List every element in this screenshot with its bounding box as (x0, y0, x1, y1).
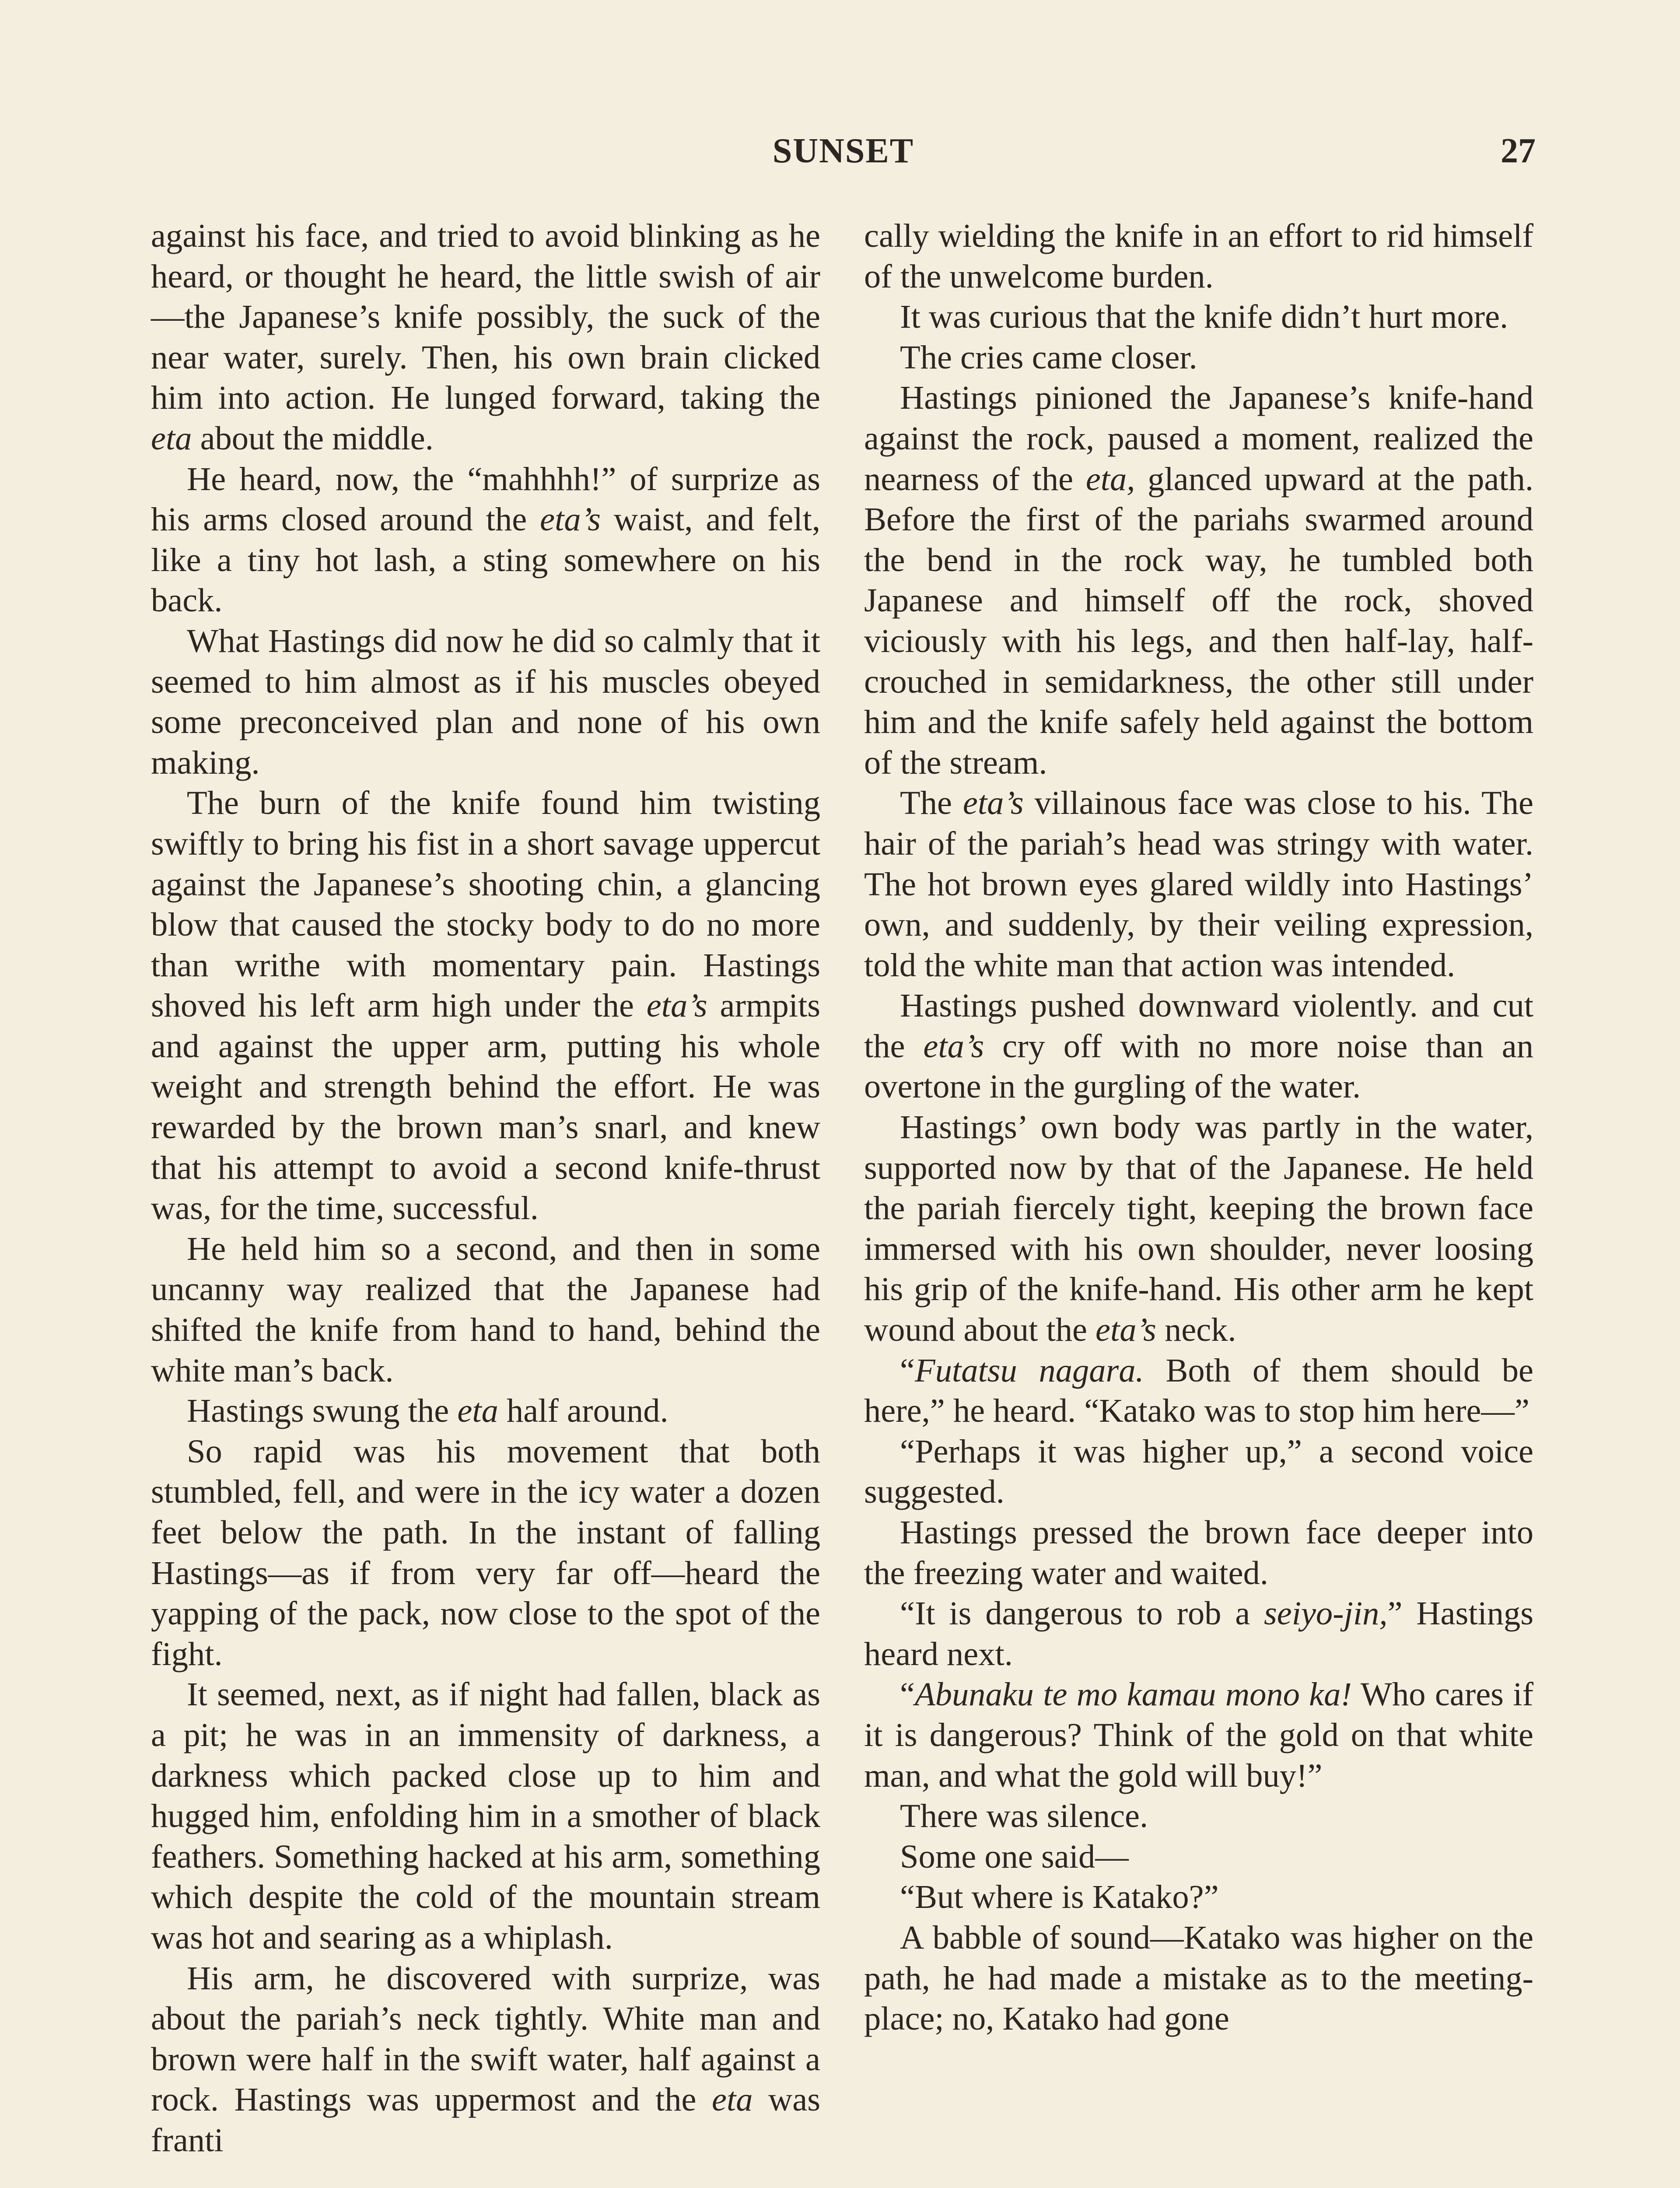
paragraph (864, 1350, 1533, 1431)
paragraph (864, 1918, 1533, 2039)
text-run: glanced upward at the path. Before the first of the pariahs swarmed around the bend in the rock way, he tumbled both Japanese and himself off the rock, shoved viciously with his legs, and then half-lay, half-crouched in semidarkness, the other still under him and the knife safely held against the bottom of the stream. (864, 460, 1533, 781)
italic-text: eta’s (540, 501, 601, 538)
paragraph (864, 1674, 1533, 1796)
text-run: Some one said— (900, 1837, 1129, 1875)
paragraph (864, 378, 1533, 783)
text-run: What Hastings did now he did so calmly that it seemed to him almost as if his muscles obeyed some preconceived plan and none of his own making. (151, 622, 820, 781)
italic-text: eta’s (923, 1027, 984, 1065)
text-run: ” Hastings heard next. (864, 1595, 1533, 1673)
paragraph (864, 297, 1533, 337)
text-run: “Perhaps it was higher up,” a second voice suggested. (864, 1432, 1533, 1511)
text-run: “It is dangerous to rob a (900, 1595, 1264, 1632)
paragraph (864, 1837, 1533, 1877)
text-run: A babble of sound—Katako was higher on the path, he had made a mistake as to the meeting-place; no, Katako had gone (864, 1918, 1533, 2037)
text-run: He heard, now, the “mahhhh!” of surprize as his arms closed around the (151, 460, 820, 538)
text-run: half around. (498, 1392, 668, 1430)
paragraph (151, 1431, 820, 1675)
paragraph (151, 621, 820, 783)
italic-text: eta’s (646, 987, 707, 1024)
text-run: Hastings’ own body was partly in the water, supported now by that of the Japanese. He held the pariah fiercely tight, keeping the brown face immersed with his own shoulder, never loosing his grip of the knife-hand. His other arm he kept wound about the (864, 1108, 1533, 1349)
text-run: about the middle. (192, 419, 434, 457)
text-run: So rapid was his movement that both stumbled, fell, and were in the icy water a dozen feet below the path. In the instant of falling Hastings—as if from very far off—heard the yapping of the pack, now close to the spot of the fight. (151, 1432, 820, 1673)
text-run: He held him so a second, and then in some uncanny way realized that the Japanese had shifted the knife from hand to hand, behind the white man’s back. (151, 1230, 820, 1389)
text-run: cally wielding the knife in an effort to rid himself of the unwelcome burden. (864, 217, 1533, 295)
text-run: Hastings pressed the brown face deeper into the freezing water and waited. (864, 1514, 1533, 1592)
italic-text: eta, (1085, 460, 1135, 498)
text-run: The (900, 784, 963, 822)
text-run: cry off with no more noise than an overtone in the gurgling of the water. (864, 1027, 1534, 1105)
text-run: armpits and against the upper arm, putting his whole weight and strength behind the effort. He was rewarded by the brown man’s snarl, and knew that his attempt to avoid a second knife-thrust was, for the time, successful. (151, 987, 820, 1227)
text-run: Both of them should be here,” he heard. “Katako was to stop him here—” (864, 1351, 1534, 1430)
running-title: SUNSET (772, 132, 914, 170)
paragraph (151, 1674, 820, 1958)
paragraph (864, 1796, 1533, 1837)
text-run: against his face, and tried to avoid blinking as he heard, or thought he heard, the little swish of air—the Japanese’s knife possibly, the suck of the near water, surely. Then, his own brain clicked him into action. He lunged forward, taking the (151, 217, 820, 417)
text-run: Hastings pushed downward violently. and cut the (864, 987, 1533, 1065)
text-run: “ (900, 1676, 915, 1713)
paragraph (864, 783, 1533, 985)
paragraph (864, 216, 1533, 297)
paragraph (151, 1958, 820, 2161)
text-run: His arm, he discovered with surprize, was about the pariah’s neck tightly. White man and brown were half in the swift water, half against a rock. Hastings was uppermost and the (151, 1959, 820, 2118)
text-run: Hastings swung the (187, 1392, 458, 1430)
text-run: villainous face was close to his. The hair of the pariah’s head was stringy with water. The hot brown eyes glared wildly into Hastings’ own, and suddenly, by their veiling expression, told the white man that action was intended. (864, 784, 1533, 984)
paragraph (151, 1391, 820, 1431)
paragraph (864, 1877, 1533, 1918)
text-column-right (864, 216, 1533, 2039)
paragraph (864, 985, 1533, 1107)
italic-text: eta (151, 419, 192, 457)
text-run: The burn of the knife found him twisting swiftly to bring his fist in a short savage uppercut against the Japanese’s shooting chin, a glancing blow that caused the stocky body to do no more than writhe with momentary pain. Hastings shoved his left arm high under the (151, 784, 820, 1024)
italic-text: eta (457, 1392, 498, 1430)
text-run: neck. (1156, 1311, 1236, 1349)
text-run: waist, and felt, like a tiny hot lash, a sting somewhere on his back. (151, 501, 820, 619)
text-run: “ (900, 1351, 915, 1389)
paragraph (151, 1229, 820, 1391)
paragraph (151, 216, 820, 459)
paragraph (864, 1593, 1533, 1674)
text-run: It was curious that the knife didn’t hurt more. (900, 298, 1508, 336)
italic-text: eta’s (962, 784, 1024, 822)
italic-text: Futatsu nagara. (914, 1351, 1144, 1389)
text-column-left (151, 216, 820, 2161)
text-run: Who cares if it is dangerous? Think of the gold on that white man, and what the gold will buy!” (864, 1676, 1533, 1794)
text-run: was franti (151, 2081, 820, 2159)
italic-text: seiyo-jin, (1264, 1595, 1388, 1632)
italic-text: eta (711, 2081, 753, 2118)
page-header (151, 131, 1536, 184)
paragraph (151, 459, 820, 621)
text-run: The cries came closer. (900, 338, 1197, 376)
paragraph (864, 1107, 1533, 1350)
paragraph (151, 783, 820, 1229)
page-number: 27 (1501, 132, 1536, 170)
paragraph (864, 1512, 1533, 1593)
text-run: It seemed, next, as if night had fallen, black as a pit; he was in an immensity of darkness, a darkness which packed close up to him and hugged him, enfolding him in a smother of black feathers. Something hacked at his arm, something which despite the cold of the mountain stream was hot and searing as a whiplash. (151, 1676, 820, 1956)
text-run: There was silence. (900, 1797, 1148, 1835)
paragraph (864, 1431, 1533, 1512)
paragraph (864, 337, 1533, 378)
italic-text: Abunaku te mo kamau mono ka! (914, 1676, 1352, 1713)
text-run: “But where is Katako?” (900, 1878, 1219, 1916)
text-run: Hastings pinioned the Japanese’s knife-hand against the rock, paused a moment, realized the nearness of the (864, 379, 1533, 498)
italic-text: eta’s (1096, 1311, 1156, 1349)
